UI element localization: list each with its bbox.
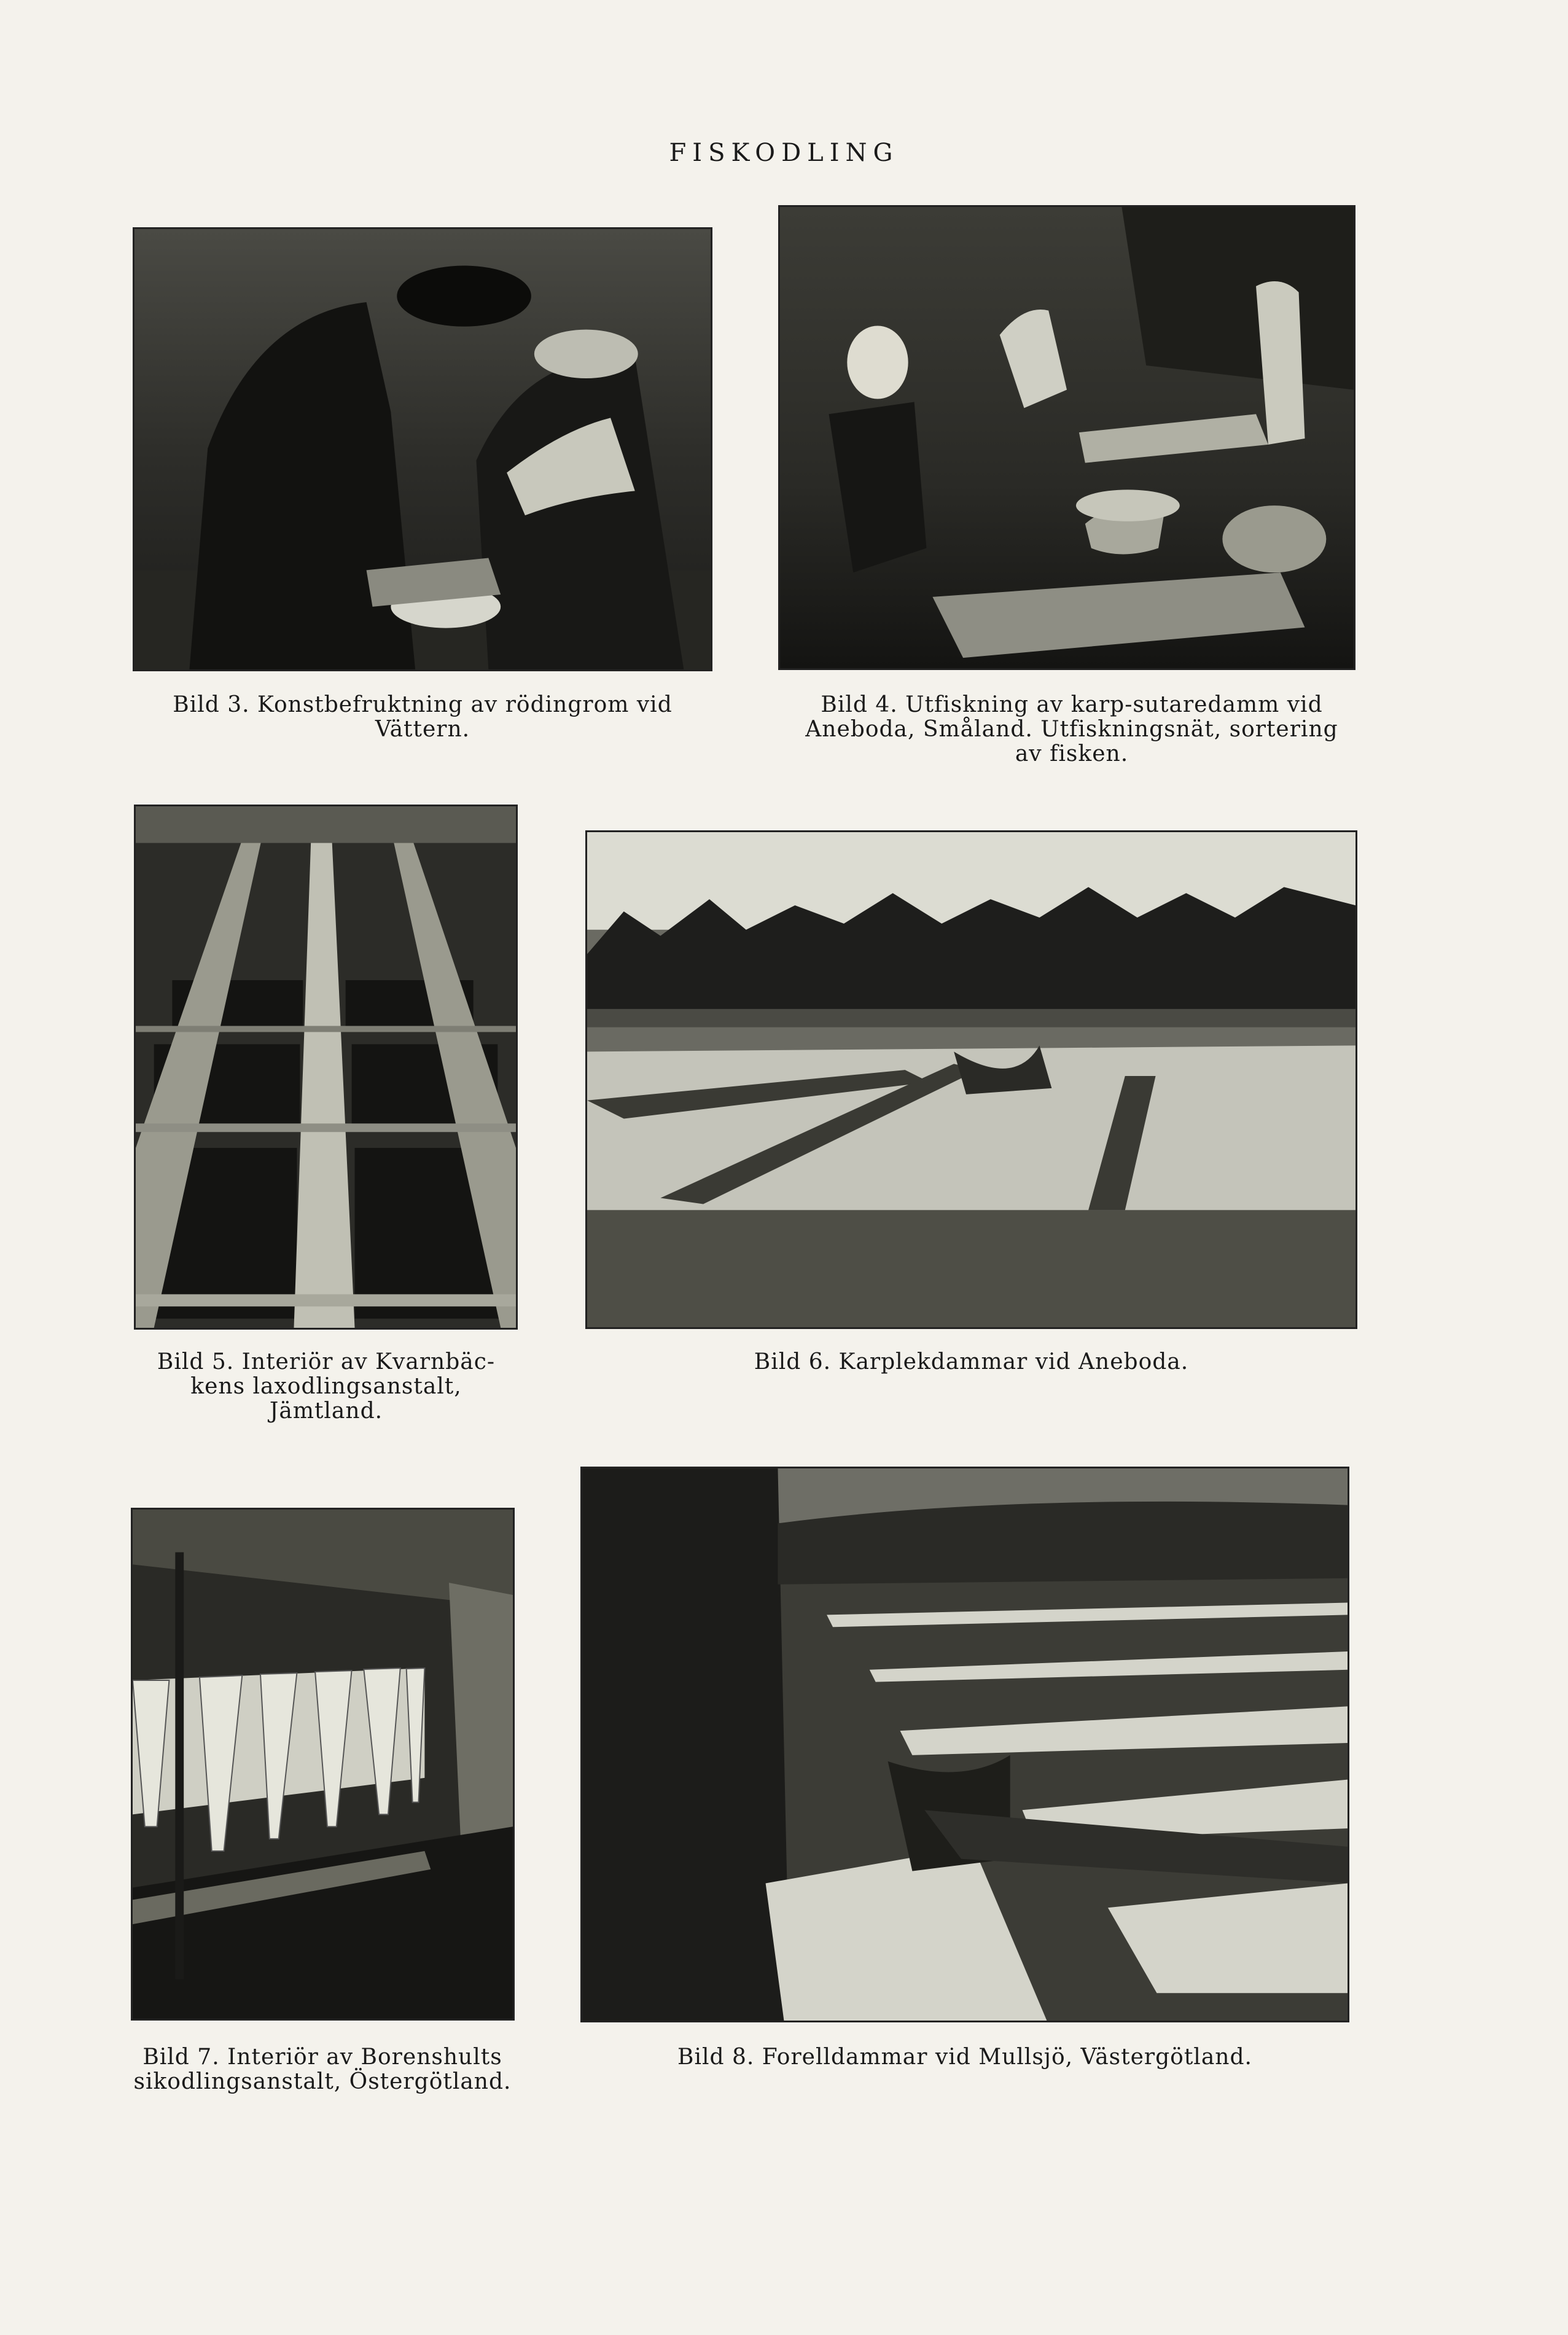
caption-bild-6 <box>585 1350 1357 1374</box>
photo-bild-8 <box>580 1467 1349 2022</box>
caption-line: Jämtland. <box>269 1398 383 1424</box>
photo-bild-3 <box>133 227 712 671</box>
page-title: FISKODLING <box>669 139 899 167</box>
caption-line: sikodlingsanstalt, Östergötland. <box>133 2069 512 2094</box>
caption-line: Bild 7. Interiör av Borenshults <box>142 2045 502 2070</box>
caption-bild-8 <box>580 2045 1349 2070</box>
caption-bild-5 <box>133 1350 520 1424</box>
caption-line: Bild 8. Forelldammar vid Mullsjö, Västergötland. <box>677 2045 1252 2070</box>
caption-line: Bild 5. Interiör av Kvarnbäc- <box>157 1349 496 1374</box>
caption-bild-7 <box>123 2045 522 2094</box>
photo-bild-4 <box>778 205 1355 670</box>
photo-bild-7 <box>131 1508 515 2021</box>
caption-line: Bild 3. Konstbefruktning av rödingrom vid <box>173 692 673 717</box>
caption-bild-4 <box>786 693 1357 766</box>
caption-line: Aneboda, Småland. Utfiskningsnät, sortering <box>805 717 1338 742</box>
caption-line: Bild 4. Utfiskning av karp-sutaredamm vid <box>821 692 1323 717</box>
photo-bild-5 <box>134 805 518 1330</box>
caption-line: Bild 6. Karplekdammar vid Aneboda. <box>754 1349 1189 1374</box>
caption-line: Vättern. <box>375 717 470 742</box>
photo-bild-6 <box>585 830 1357 1329</box>
caption-line: av fisken. <box>1015 741 1129 766</box>
caption-bild-3 <box>133 693 712 742</box>
caption-line: kens laxodlingsanstalt, <box>190 1374 462 1399</box>
